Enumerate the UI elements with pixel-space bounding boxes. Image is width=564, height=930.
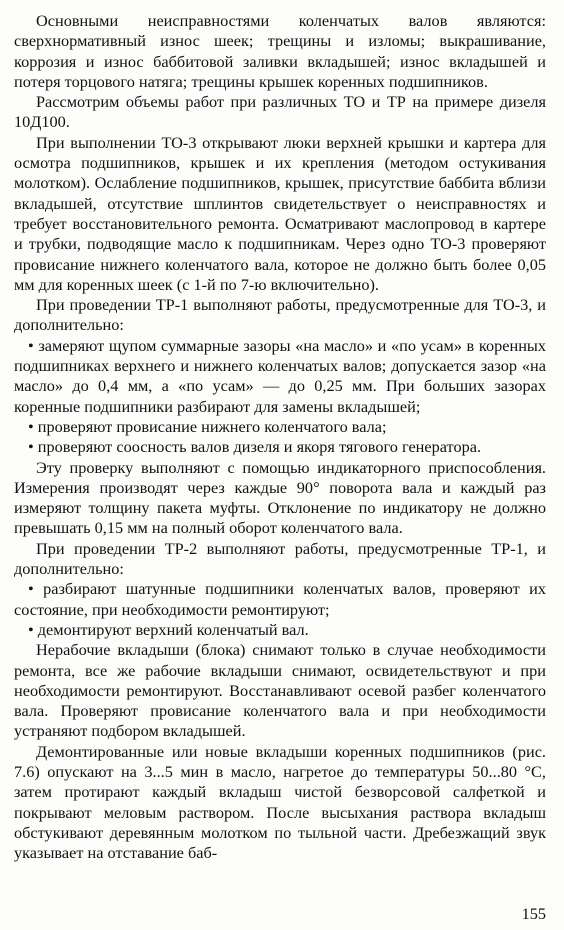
bullet-gap-measure: • замеряют щупом суммарные зазоры «на масло» и «по усам» в коренных подшипниках верхнего и нижнего коленчатых валов; допускается зазор «на масло» до 0,4 мм, а «по усам» — до 0,25 мм. При больших зазорах коренные подшипники разбирают для замены вкладышей; — [14, 335, 546, 416]
paragraph-intro-10d100: Рассмотрим объемы работ при различных ТО и ТР на примере дизеля 10Д100. — [14, 92, 546, 132]
page-number: 155 — [521, 904, 546, 923]
paragraph-inspection: Демонтированные или новые вкладыши коренных подшипников (рис. 7.6) опускают на 3...5 мин в масло, нагретое до температуры 50...80 °С, затем протирают каждый вкладыш чистой безворсовой салфеткой и покрывают меловым раствором. После высыхания раствора вкладыш обстукивают деревянным молотком по тыльной части. Дребезжащий звук указывает на отставание баб- — [14, 741, 546, 863]
paragraph-shells: Нерабочие вкладыши (блока) снимают только в случае необходимости ремонта, все же рабочие вкладыши снимают, освидетельствуют и при необходимости ремонтируют. Восстанавливают осевой разбег коленчатого вала. Проверяют провисание коленчатого вала и при необходимости устраняют подбором вкладышей. — [14, 640, 546, 741]
paragraph-faults: Основными неисправностями коленчатых валов являются: сверхнормативный износ шеек; трещины и изломы; выкрашивание, коррозия и износ баббитовой заливки вкладышей; износ вкладышей и потеря торцового натяга; трещины крышек коренных подшипников. — [14, 11, 546, 91]
bullet-alignment-check: • проверяют соосность валов дизеля и якоря тягового генератора. — [28, 437, 482, 457]
bullet-dismount-shaft: • демонтируют верхний коленчатый вал. — [28, 619, 309, 639]
bullet-sag-check: • проверяют провисание нижнего коленчатого вала; — [28, 416, 387, 436]
bullet-rod-bearings: • разбирают шатунные подшипники коленчатых валов, проверяют их состояние, при необходимости ремонтируют; — [14, 579, 546, 619]
body-text — [14, 11, 546, 863]
paragraph-tr2: При проведении ТР-2 выполняют работы, предусмотренные ТР-1, и дополнительно: — [14, 538, 546, 579]
paragraph-tr1: При проведении ТР-1 выполняют работы, предусмотренные для ТО-3, и дополнительно: — [14, 295, 546, 335]
paragraph-indicator: Эту проверку выполняют с помощью индикаторного приспособления. Измерения производят через каждые 90° поворота вала и каждый раз измеряют толщину пакета муфты. Отклонение по индикатору не должно превышать 0,15 мм на полный оборот коленчатого вала. — [14, 457, 546, 538]
paragraph-to3: При выполнении ТО-3 открывают люки верхней крышки и картера для осмотра подшипников, крышек и их крепления (методом остукивания молотком). Ослабление подшипников, крышек, присутствие баббита вблизи вкладышей, отсутствие шплинтов свидетельствует о неисправностях и требует восстановительного ремонта. Осматривают маслопровод в картере и трубки, подводящие масло к подшипникам. Через одно ТО-3 проверяют провисание нижнего коленчатого вала, которое не должно быть более 0,05 мм для коренных шеек (с 1-й по 7-ю включительно). — [14, 132, 546, 294]
